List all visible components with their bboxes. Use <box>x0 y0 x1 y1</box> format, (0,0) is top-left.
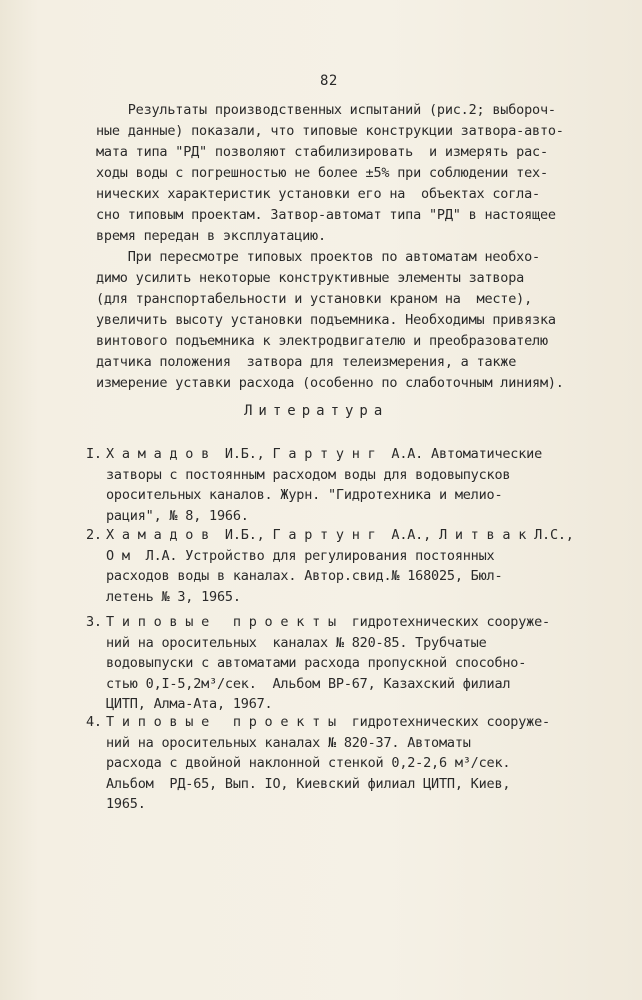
paragraph-revision: При пересмотре типовых проектов по автоматам необхо- димо усилить некоторые конструктивные элементы затвора (для транспортабельности и установки краном на месте), увеличить высоту установки подъемника. Необходимы привязка винтового подъемника к электродвигателю и преобразователю датчика положения затвора для телеизмерения, а также измерение уставки расхода (особенно по слаботочным линиям). <box>96 249 564 391</box>
reference-text: Т и п о в ы е п р о е к т ы гидротехнических сооруже- ний на оросительных каналах № 820-37. Автоматы расхода с двойной наклонной стенкой 0,2-2,6 м³/сек. Альбом РД-65, Вып. IO, Киевский филиал ЦИТП, Киев, 1965. <box>106 714 550 812</box>
reference-text: Т и п о в ы е п р о е к т ы гидротехнических сооруже- ний на оросительных каналах № 820-85. Трубчатые водовыпуски с автоматами расхода пропускной способно- стью 0,I-5,2м³/сек. Альбом ВР-67, Казахский филиал ЦИТП, Алма-Ата, 1967. <box>106 614 550 712</box>
reference-text: Х а м а д о в И.Б., Г а р т у н г А.А., Л и т в а к Л.С., О м Л.А. Устройство для регулирования постоянных расходов воды в каналах. Автор.свид.№ 168025, Бюл- летень № 3, 1965. <box>106 527 574 605</box>
reference-text: Х а м а д о в И.Б., Г а р т у н г А.А. Автоматические затворы с постоянным расходом воды для водовыпусков оросительных каналов. Журн. "Гидротехника и мелио- рация", № 8, 1966. <box>106 446 543 524</box>
paragraph-results: Результаты производственных испытаний (рис.2; выбороч- ные данные) показали, что типовые конструкции затвора-авто- мата типа "РД" позволяют стабилизировать и измерять рас- ходы воды с погрешностью не более ±5% при соблюдении тех- нических характеристик установки его на объектах согла- сно типовым проектам. Затвор-автомат типа "РД" в настоящее время передан в эксплуатацию. <box>96 102 564 244</box>
reference-number: 3. <box>86 614 102 630</box>
literature-heading: Литература <box>244 403 389 419</box>
reference-number: 4. <box>86 714 102 730</box>
reference-number: 2. <box>86 527 102 543</box>
reference-number: I. <box>86 446 102 462</box>
page-number: 82 <box>320 73 338 89</box>
